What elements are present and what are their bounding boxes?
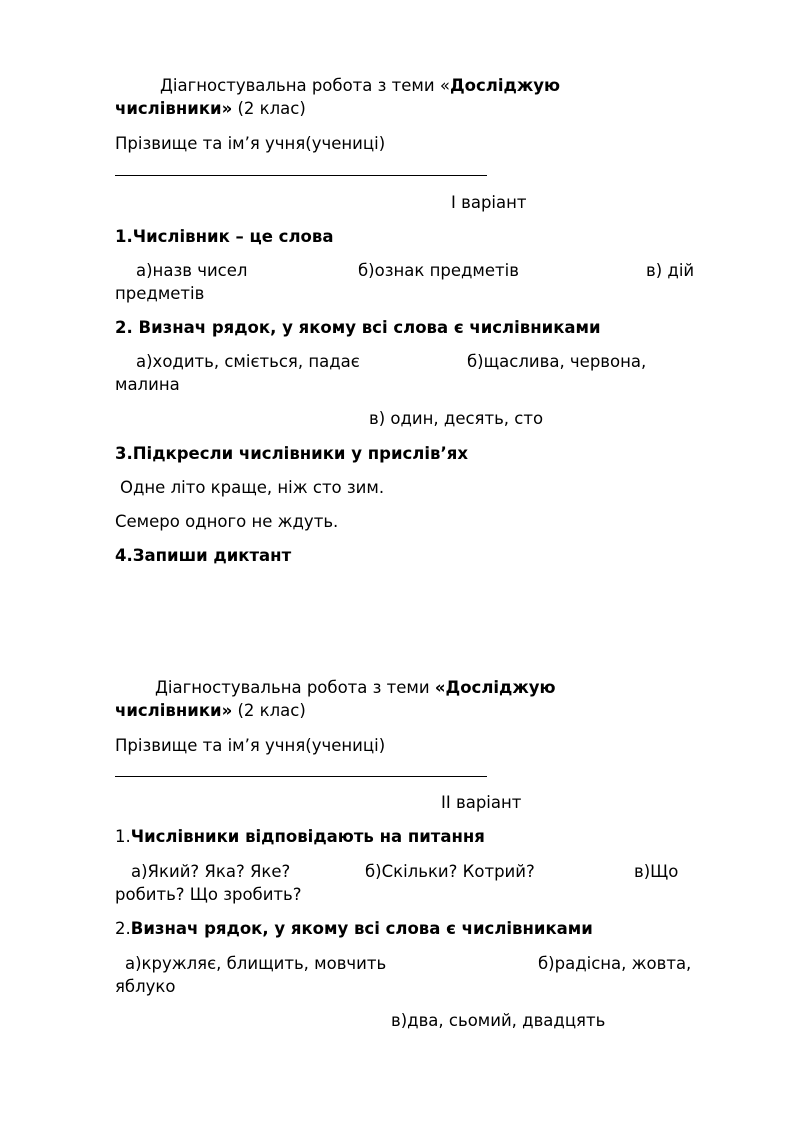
name-underline — [115, 776, 487, 777]
proverb-2: Семеро одного не ждуть. — [115, 512, 339, 531]
q2-option-a: а)кружляє, блищить, мовчить — [125, 954, 387, 973]
question-text: Визнач рядок, у якому всі слова є числівниками — [130, 919, 593, 938]
q1-option-c: в)Що — [634, 862, 679, 881]
variant-label: І варіант — [451, 193, 527, 212]
q1-option-b: б)Скільки? Котрий? — [365, 862, 535, 881]
q2-option-c: в)два, сьомий, двадцять — [391, 1011, 606, 1030]
question-number: 1. — [115, 227, 133, 246]
title-line-2 — [115, 98, 306, 120]
variant-label: ІІ варіант — [441, 793, 522, 812]
q2-option-a: а)ходить, сміється, падає — [136, 352, 360, 371]
title-topic-cont: числівники» — [115, 701, 233, 720]
question-3: 3.Підкресли числівники у прислів’ях — [115, 444, 468, 463]
question-number: 2. — [115, 919, 131, 938]
question-1 — [115, 826, 485, 848]
q2-option-b-cont: малина — [115, 375, 180, 394]
proverb-1: Одне літо краще, ніж сто зим. — [120, 478, 385, 497]
q2-option-b: б)радісна, жовта, — [538, 954, 692, 973]
question-2: 2. Визнач рядок, у якому всі слова є числівниками — [115, 318, 601, 337]
question-number: 1. — [115, 827, 131, 846]
question-text: Числівник – це слова — [132, 227, 334, 246]
q1-option-a: а)назв чисел — [136, 261, 248, 280]
question-text: Числівники відповідають на питання — [130, 827, 485, 846]
q2-option-b-cont: яблуко — [115, 977, 176, 996]
q1-option-c-cont: робить? Що зробить? — [115, 885, 302, 904]
title-prefix: Діагностувальна робота з теми « — [160, 76, 450, 95]
title-line-1 — [160, 75, 560, 97]
question-2 — [115, 918, 593, 940]
q1-option-c-cont: предметів — [115, 284, 205, 303]
q1-option-c: в) дій — [646, 261, 695, 280]
q1-option-b: б)ознак предметів — [358, 261, 519, 280]
question-4: 4.Запиши диктант — [115, 546, 292, 565]
q2-option-b: б)щаслива, червона, — [467, 352, 647, 371]
title-topic: «Досліджую — [434, 678, 556, 697]
student-name-label: Прізвище та ім’я учня(учениці) — [115, 134, 386, 153]
title-line-2 — [115, 700, 306, 722]
title-topic: Досліджую — [449, 76, 561, 95]
name-underline — [115, 175, 487, 176]
q2-option-c: в) один, десять, сто — [369, 409, 544, 428]
title-grade: (2 клас) — [232, 701, 306, 720]
question-1 — [115, 226, 333, 248]
title-topic-cont: числівники» — [115, 99, 233, 118]
q1-option-a: а)Який? Яка? Яке? — [131, 862, 291, 881]
title-line-1 — [155, 677, 556, 699]
student-name-label: Прізвище та ім’я учня(учениці) — [115, 736, 386, 755]
title-grade: (2 клас) — [232, 99, 306, 118]
title-prefix: Діагностувальна робота з теми — [155, 678, 435, 697]
